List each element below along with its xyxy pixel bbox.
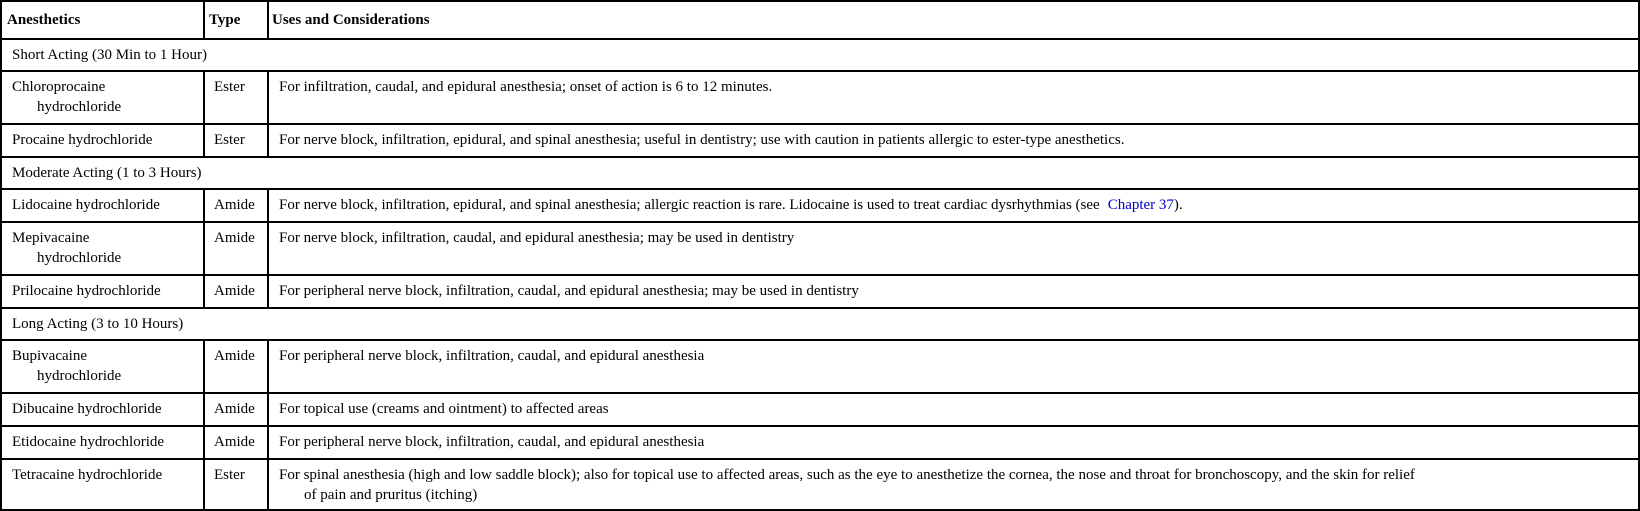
table-row xyxy=(1,189,1639,222)
name-line-2: hydrochloride xyxy=(37,250,122,266)
anesthetic-uses: For peripheral nerve block, infiltration, caudal, and epidural anesthesia xyxy=(268,340,1639,393)
anesthetic-uses: For peripheral nerve block, infiltration, caudal, and epidural anesthesia; may be used in dentistry xyxy=(268,275,1639,308)
table-row xyxy=(1,124,1639,157)
name-line-2: hydrochloride xyxy=(37,368,122,384)
anesthetic-type: Ester xyxy=(204,124,268,157)
anesthetic-name xyxy=(1,340,204,393)
anesthetic-type: Amide xyxy=(204,426,268,459)
table-row xyxy=(1,393,1639,426)
section-header-moderate-acting xyxy=(1,157,1639,189)
anesthetic-uses xyxy=(268,459,1639,510)
header-uses: Uses and Considerations xyxy=(268,1,1639,39)
anesthetic-uses: For nerve block, infiltration, caudal, and epidural anesthesia; may be used in dentistry xyxy=(268,222,1639,275)
anesthetic-type: Ester xyxy=(204,71,268,124)
name-line-1: Mepivacaine xyxy=(12,230,90,246)
section-title: Moderate Acting (1 to 3 Hours) xyxy=(1,157,1639,189)
section-title: Short Acting (30 Min to 1 Hour) xyxy=(1,39,1639,71)
section-title: Long Acting (3 to 10 Hours) xyxy=(1,308,1639,340)
name-line-1: Chloroprocaine xyxy=(12,79,106,95)
anesthetic-name: Etidocaine hydrochloride xyxy=(1,426,204,459)
anesthetic-name: Prilocaine hydrochloride xyxy=(1,275,204,308)
section-header-long-acting xyxy=(1,308,1639,340)
header-anesthetics: Anesthetics xyxy=(1,1,204,39)
anesthetic-uses: For peripheral nerve block, infiltration, caudal, and epidural anesthesia xyxy=(268,426,1639,459)
uses-text-tail: ). xyxy=(1173,197,1183,213)
table-row xyxy=(1,340,1639,393)
table-row xyxy=(1,275,1639,308)
anesthetic-name xyxy=(1,222,204,275)
anesthetic-name: Procaine hydrochloride xyxy=(1,124,204,157)
section-header-short-acting xyxy=(1,39,1639,71)
name-line-1: Bupivacaine xyxy=(12,348,87,364)
anesthetic-type: Amide xyxy=(204,275,268,308)
uses-text: For spinal anesthesia (high and low saddle block); also for topical use to affected areas, such as the eye to anesthetize the cornea, the nose and throat for bronchoscopy, and the skin for relief xyxy=(279,467,1415,483)
anesthetic-type: Amide xyxy=(204,393,268,426)
anesthetic-uses: For infiltration, caudal, and epidural anesthesia; onset of action is 6 to 12 minutes. xyxy=(268,71,1639,124)
anesthetic-type: Amide xyxy=(204,340,268,393)
uses-text-line-2: of pain and pruritus (itching) xyxy=(304,487,478,503)
header-row xyxy=(1,1,1639,39)
table-row xyxy=(1,71,1639,124)
anesthetic-name: Lidocaine hydrochloride xyxy=(1,189,204,222)
name-line-2: hydrochloride xyxy=(37,99,122,115)
table-row xyxy=(1,222,1639,275)
anesthetic-uses: For nerve block, infiltration, epidural, and spinal anesthesia; useful in dentistry; use with caution in patients allergic to ester-type anesthetics. xyxy=(268,124,1639,157)
anesthetic-type: Amide xyxy=(204,222,268,275)
table-row xyxy=(1,459,1639,510)
anesthetic-name: Tetracaine hydrochloride xyxy=(1,459,204,510)
anesthetic-type: Amide xyxy=(204,189,268,222)
anesthetic-name xyxy=(1,71,204,124)
header-type: Type xyxy=(204,1,268,39)
anesthetic-type: Ester xyxy=(204,459,268,510)
anesthetic-name: Dibucaine hydrochloride xyxy=(1,393,204,426)
chapter-37-link[interactable]: Chapter 37 xyxy=(1107,197,1174,213)
anesthetic-uses xyxy=(268,189,1639,222)
anesthetic-uses: For topical use (creams and ointment) to affected areas xyxy=(268,393,1639,426)
table-row xyxy=(1,426,1639,459)
uses-text: For nerve block, infiltration, epidural, and spinal anesthesia; allergic reaction is rare. Lidocaine is used to treat cardiac dysrhythmias (see xyxy=(279,197,1100,213)
